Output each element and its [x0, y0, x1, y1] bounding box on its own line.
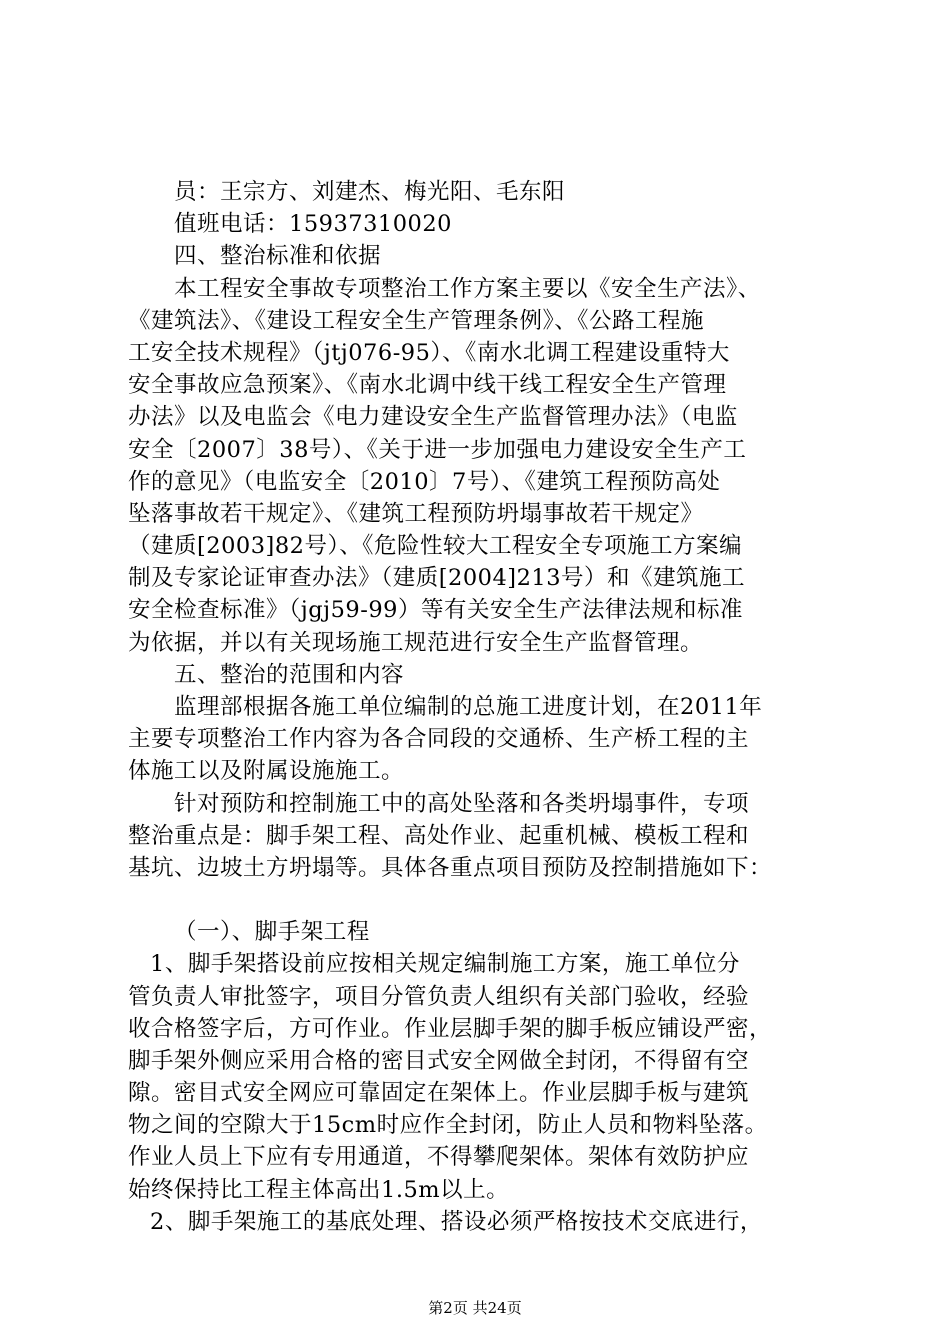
text-line: 1、脚手架搭设前应按相关规定编制施工方案，施工单位分 [150, 951, 740, 978]
text-line: 工安全技术规程》（jtj076-95）、《南水北调工程建设重特大 [128, 339, 730, 366]
text-line: 基坑、边坡土方坍塌等。具体各重点项目预防及控制措施如下： [128, 854, 773, 881]
text-line: 隙。密目式安全网应可靠固定在架体上。作业层脚手板与建筑 [128, 1080, 750, 1107]
text-line: 办法》以及电监会《电力建设安全生产监督管理办法》（电监 [128, 404, 738, 431]
text-line: 安全事故应急预案》、《南水北调中线干线工程安全生产管理 [128, 372, 727, 399]
section-heading: 四、整治标准和依据 [174, 243, 382, 270]
text-line: 值班电话：15937310020 [174, 211, 452, 238]
page-footer: 第2页 共24页 [428, 1299, 522, 1317]
text-line: 《建筑法》、《建设工程安全生产管理条例》、《公路工程施 [128, 307, 705, 334]
text-line: 作的意见》（电监安全〔2010〕7号）、《建筑工程预防高处 [128, 468, 721, 495]
section-heading: 五、整治的范围和内容 [174, 661, 405, 688]
text-line: 安全检查标准》（jgj59-99）等有关安全生产法律法规和标准 [128, 597, 743, 624]
text-line: 作业人员上下应有专用通道，不得攀爬架体。架体有效防护应 [128, 1144, 750, 1171]
text-line: 2、脚手架施工的基底处理、搭设必须严格按技术交底进行， [150, 1208, 763, 1235]
text-line: 员：王宗方、刘建杰、梅光阳、毛东阳 [174, 179, 566, 205]
text-line: 收合格签字后，方可作业。作业层脚手架的脚手板应铺设严密， [128, 1015, 773, 1042]
text-line: 主要专项整治工作内容为各合同段的交通桥、生产桥工程的主 [128, 726, 750, 753]
text-line: 管负责人审批签字，项目分管负责人组织有关部门验收，经验 [128, 983, 750, 1010]
text-line: 坠落事故若干规定》、《建筑工程预防坍塌事故若干规定》 [128, 500, 704, 527]
text-line: （建质[2003]82号）、《危险性较大工程安全专项施工方案编 [128, 533, 742, 560]
text-line: 物之间的空隙大于15cm时应作全封闭，防止人员和物料坠落。 [128, 1112, 768, 1139]
text-line: 体施工以及附属设施施工。 [128, 758, 405, 785]
text-line: 监理部根据各施工单位编制的总施工进度计划，在2011年 [174, 694, 763, 720]
text-line: 制及专家论证审查办法》（建质[2004]213号）和《建筑施工 [128, 565, 746, 592]
text-line: 本工程安全事故专项整治工作方案主要以《安全生产法》、 [174, 275, 761, 302]
document-body [128, 176, 840, 1238]
text-line: 脚手架外侧应采用合格的密目式安全网做全封闭，不得留有空 [128, 1047, 750, 1074]
paragraph-gap [128, 884, 840, 916]
text-line: 安全〔2007〕38号）、《关于进一步加强电力建设安全生产工 [128, 436, 747, 463]
text-line: 针对预防和控制施工中的高处坠落和各类坍塌事件，专项 [174, 790, 750, 817]
text-line: 始终保持比工程主体高出1.5m以上。 [128, 1176, 510, 1203]
text-line: 整治重点是：脚手架工程、高处作业、起重机械、模板工程和 [128, 822, 750, 849]
subsection-heading: （一）、脚手架工程 [174, 919, 370, 946]
text-line: 为依据，并以有关现场施工规范进行安全生产监督管理。 [128, 629, 704, 656]
